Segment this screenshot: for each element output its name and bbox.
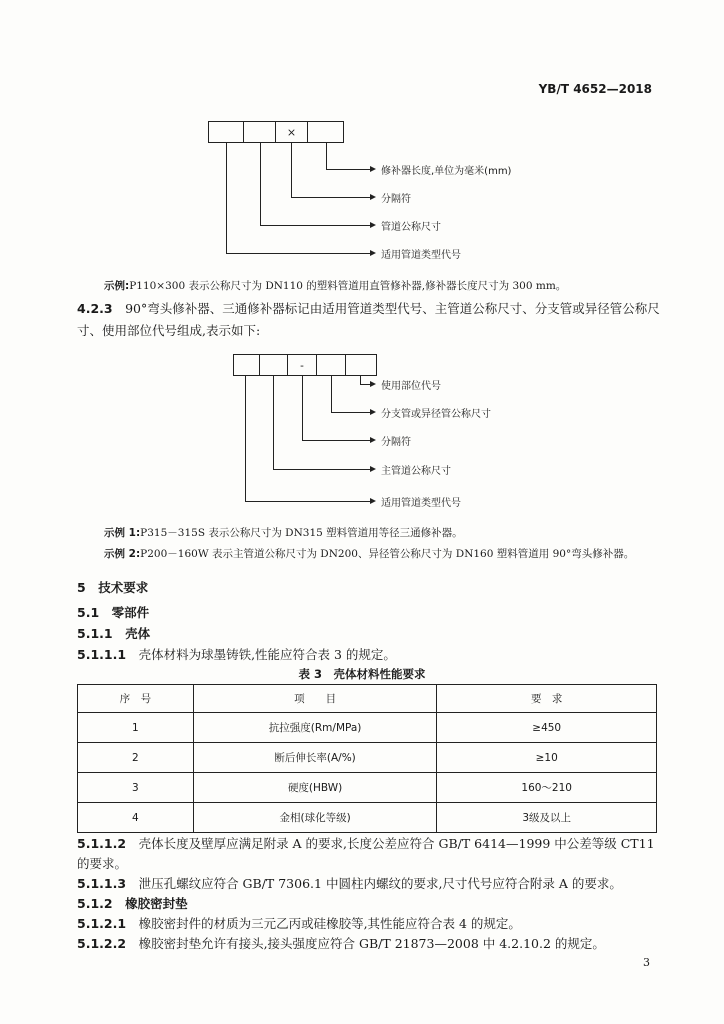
example-2: 示例 2:P200－160W 表示主管道公称尺寸为 DN200、异径管公称尺寸为 DN160 塑料管道用 90°弯头修补器。 [104,548,635,560]
callout-position-code: 使用部位代号 [381,381,441,392]
table-cell: 1 [78,713,194,743]
table-3-caption: 表 3 壳体材料性能要求 [298,667,426,681]
code-box-b [259,354,288,376]
section-5-heading: 5 技术要求 [77,580,149,595]
clause-5-1-1-3: 5.1.1.3 泄压孔螺纹应符合 GB/T 7306.1 中圆柱内螺纹的要求,尺寸代号应符合附录 A 的要求。 [77,876,622,891]
table-header-row [78,685,657,713]
table-cell: 2 [78,743,194,773]
code-box-2 [243,121,276,143]
clause-5-1-1-1: 5.1.1.1 壳体材料为球墨铸铁,性能应符合表 3 的规定。 [77,647,396,662]
section-5-1-1-heading: 5.1.1 壳体 [77,626,151,641]
table-header-cell: 序 号 [78,685,194,713]
table-cell: 3 [78,773,194,803]
table-row [78,743,657,773]
table-3 [77,684,657,833]
code-box-1 [208,121,244,143]
page-number: 3 [643,956,650,969]
callout-pipe-type: 适用管道类型代号 [381,250,461,261]
clause-4-2-3: 4.2.3 90°弯头修补器、三通修补器标记由适用管道类型代号、主管道公称尺寸、分支管或异径管公称尺 [77,301,660,316]
table-row [78,713,657,743]
section-5-1-heading: 5.1 零部件 [77,605,150,620]
callout-main-size: 主管道公称尺寸 [381,466,451,477]
clause-5-1-1-2: 5.1.1.2 壳体长度及壁厚应满足附录 A 的要求,长度公差应符合 GB/T 6414—1999 中公差等级 CT11 [77,836,655,851]
table-row [78,803,657,833]
callout-length: 修补器长度,单位为毫米(mm) [381,166,512,177]
table-cell: ≥10 [437,743,657,773]
table-cell: 4 [78,803,194,833]
example-straight: 示例:P110×300 表示公称尺寸为 DN110 的塑料管道用直管修补器,修补器长度尺寸为 300 mm。 [104,280,567,292]
callout-separator-2: 分隔符 [381,437,411,448]
clause-5-1-1-2-cont: 的要求。 [77,856,128,871]
code-box-e [345,354,377,376]
example-1: 示例 1:P315－315S 表示公称尺寸为 DN315 塑料管道用等径三通修补器。 [104,527,463,539]
table-cell: 抗拉强度(Rm/MPa) [193,713,437,743]
table-header-cell: 项 目 [193,685,437,713]
table-cell: 金相(球化等级) [193,803,437,833]
table-cell: ≥450 [437,713,657,743]
clause-5-1-2-2: 5.1.2.2 橡胶密封垫允许有接头,接头强度应符合 GB/T 21873—2008 中 4.2.10.2 的规定。 [77,936,605,951]
table-cell: 硬度(HBW) [193,773,437,803]
clause-5-1-2-1: 5.1.2.1 橡胶密封件的材质为三元乙丙或硅橡胶等,其性能应符合表 4 的规定。 [77,916,521,931]
callout-pipe-type-2: 适用管道类型代号 [381,498,461,509]
callout-nominal-size: 管道公称尺寸 [381,222,441,233]
callout-branch-size: 分支管或异径管公称尺寸 [381,409,491,420]
code-box-4 [307,121,344,143]
separator-box-2: - [287,354,317,376]
table-cell: 160～210 [437,773,657,803]
standard-number: YB/T 4652—2018 [538,82,652,96]
section-5-1-2-heading: 5.1.2 橡胶密封垫 [77,896,188,911]
code-box-d [316,354,346,376]
clause-4-2-3-cont: 寸、使用部位代号组成,表示如下: [77,323,261,338]
table-cell: 3级及以上 [437,803,657,833]
callout-separator: 分隔符 [381,194,411,205]
code-box-a [233,354,260,376]
separator-box: × [275,121,308,143]
table-cell: 断后伸长率(A/%) [193,743,437,773]
table-row [78,773,657,803]
table-header-cell: 要 求 [437,685,657,713]
